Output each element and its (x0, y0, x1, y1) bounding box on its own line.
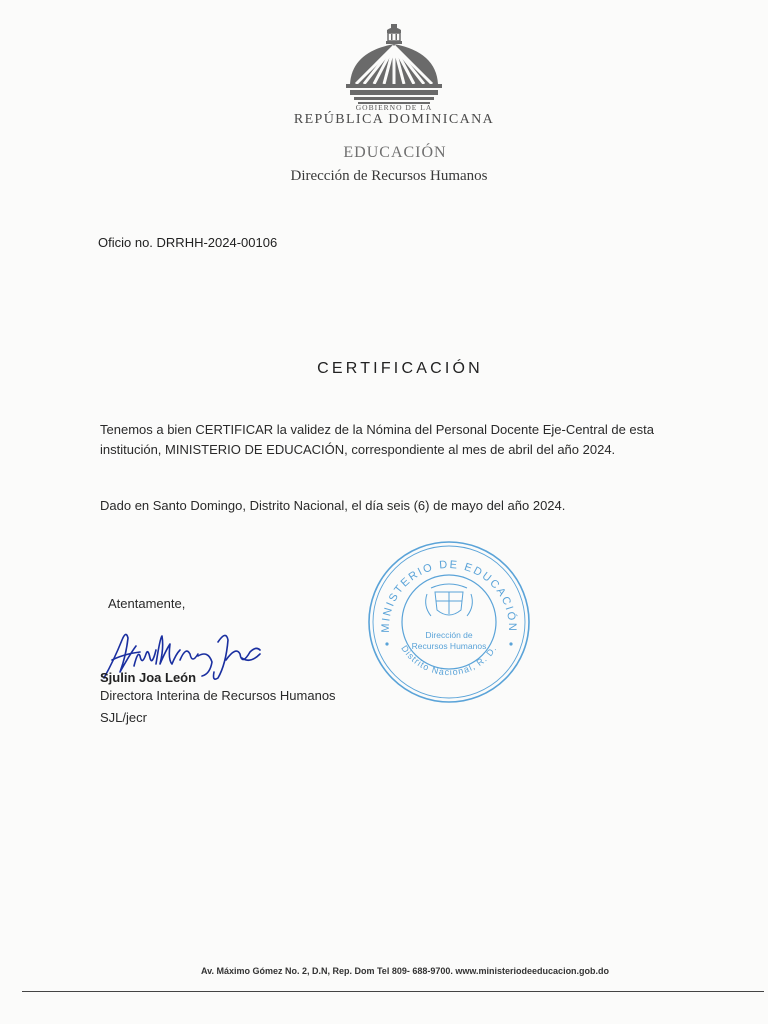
signer-name: Sjulin Joa León (100, 670, 197, 685)
official-stamp (365, 538, 533, 706)
closing-salutation: Atentamente, (108, 596, 186, 611)
government-line-1: GOBIERNO DE LA (355, 103, 433, 112)
stamp-center-line-2: Recursos Humanos (411, 641, 487, 651)
coat-of-arms-icon (426, 584, 473, 616)
body-line-1: Tenemos a bien CERTIFICAR la validez de la Nómina del Personal Docente Eje-Central de esta (100, 422, 654, 437)
stamp-top-text: MINISTERIO DE EDUCACIÓN (379, 558, 519, 633)
government-line-2: REPÚBLICA DOMINICANA (293, 112, 495, 127)
signer-role: Directora Interina de Recursos Humanos (100, 688, 336, 703)
reference-initials: SJL/jecr (100, 710, 147, 725)
stamp-center-line-1: Dirección de (425, 630, 473, 640)
certification-body (100, 420, 740, 460)
ministry-name: EDUCACIÓN (343, 144, 447, 161)
government-logo (334, 22, 454, 106)
footer-address: Av. Máximo Gómez No. 2, D.N, Rep. Dom Tel 809- 688-9700. www.ministeriodeeducacion.gob.do (200, 966, 610, 976)
stamp-bottom-text: Distrito Nacional, R. D. (399, 643, 499, 678)
footer-divider (22, 991, 764, 992)
document-title: CERTIFICACIÓN (317, 360, 483, 377)
issued-date-line: Dado en Santo Domingo, Distrito Nacional, el día seis (6) de mayo del año 2024. (100, 498, 566, 513)
department-name: Dirección de Recursos Humanos (290, 168, 488, 184)
oficio-number: Oficio no. DRRHH-2024-00106 (98, 235, 278, 250)
capitol-dome-icon (334, 22, 454, 106)
body-line-2: institución, MINISTERIO DE EDUCACIÓN, correspondiente al mes de abril del año 2024. (100, 442, 616, 457)
stamp-seal-icon (365, 538, 533, 706)
